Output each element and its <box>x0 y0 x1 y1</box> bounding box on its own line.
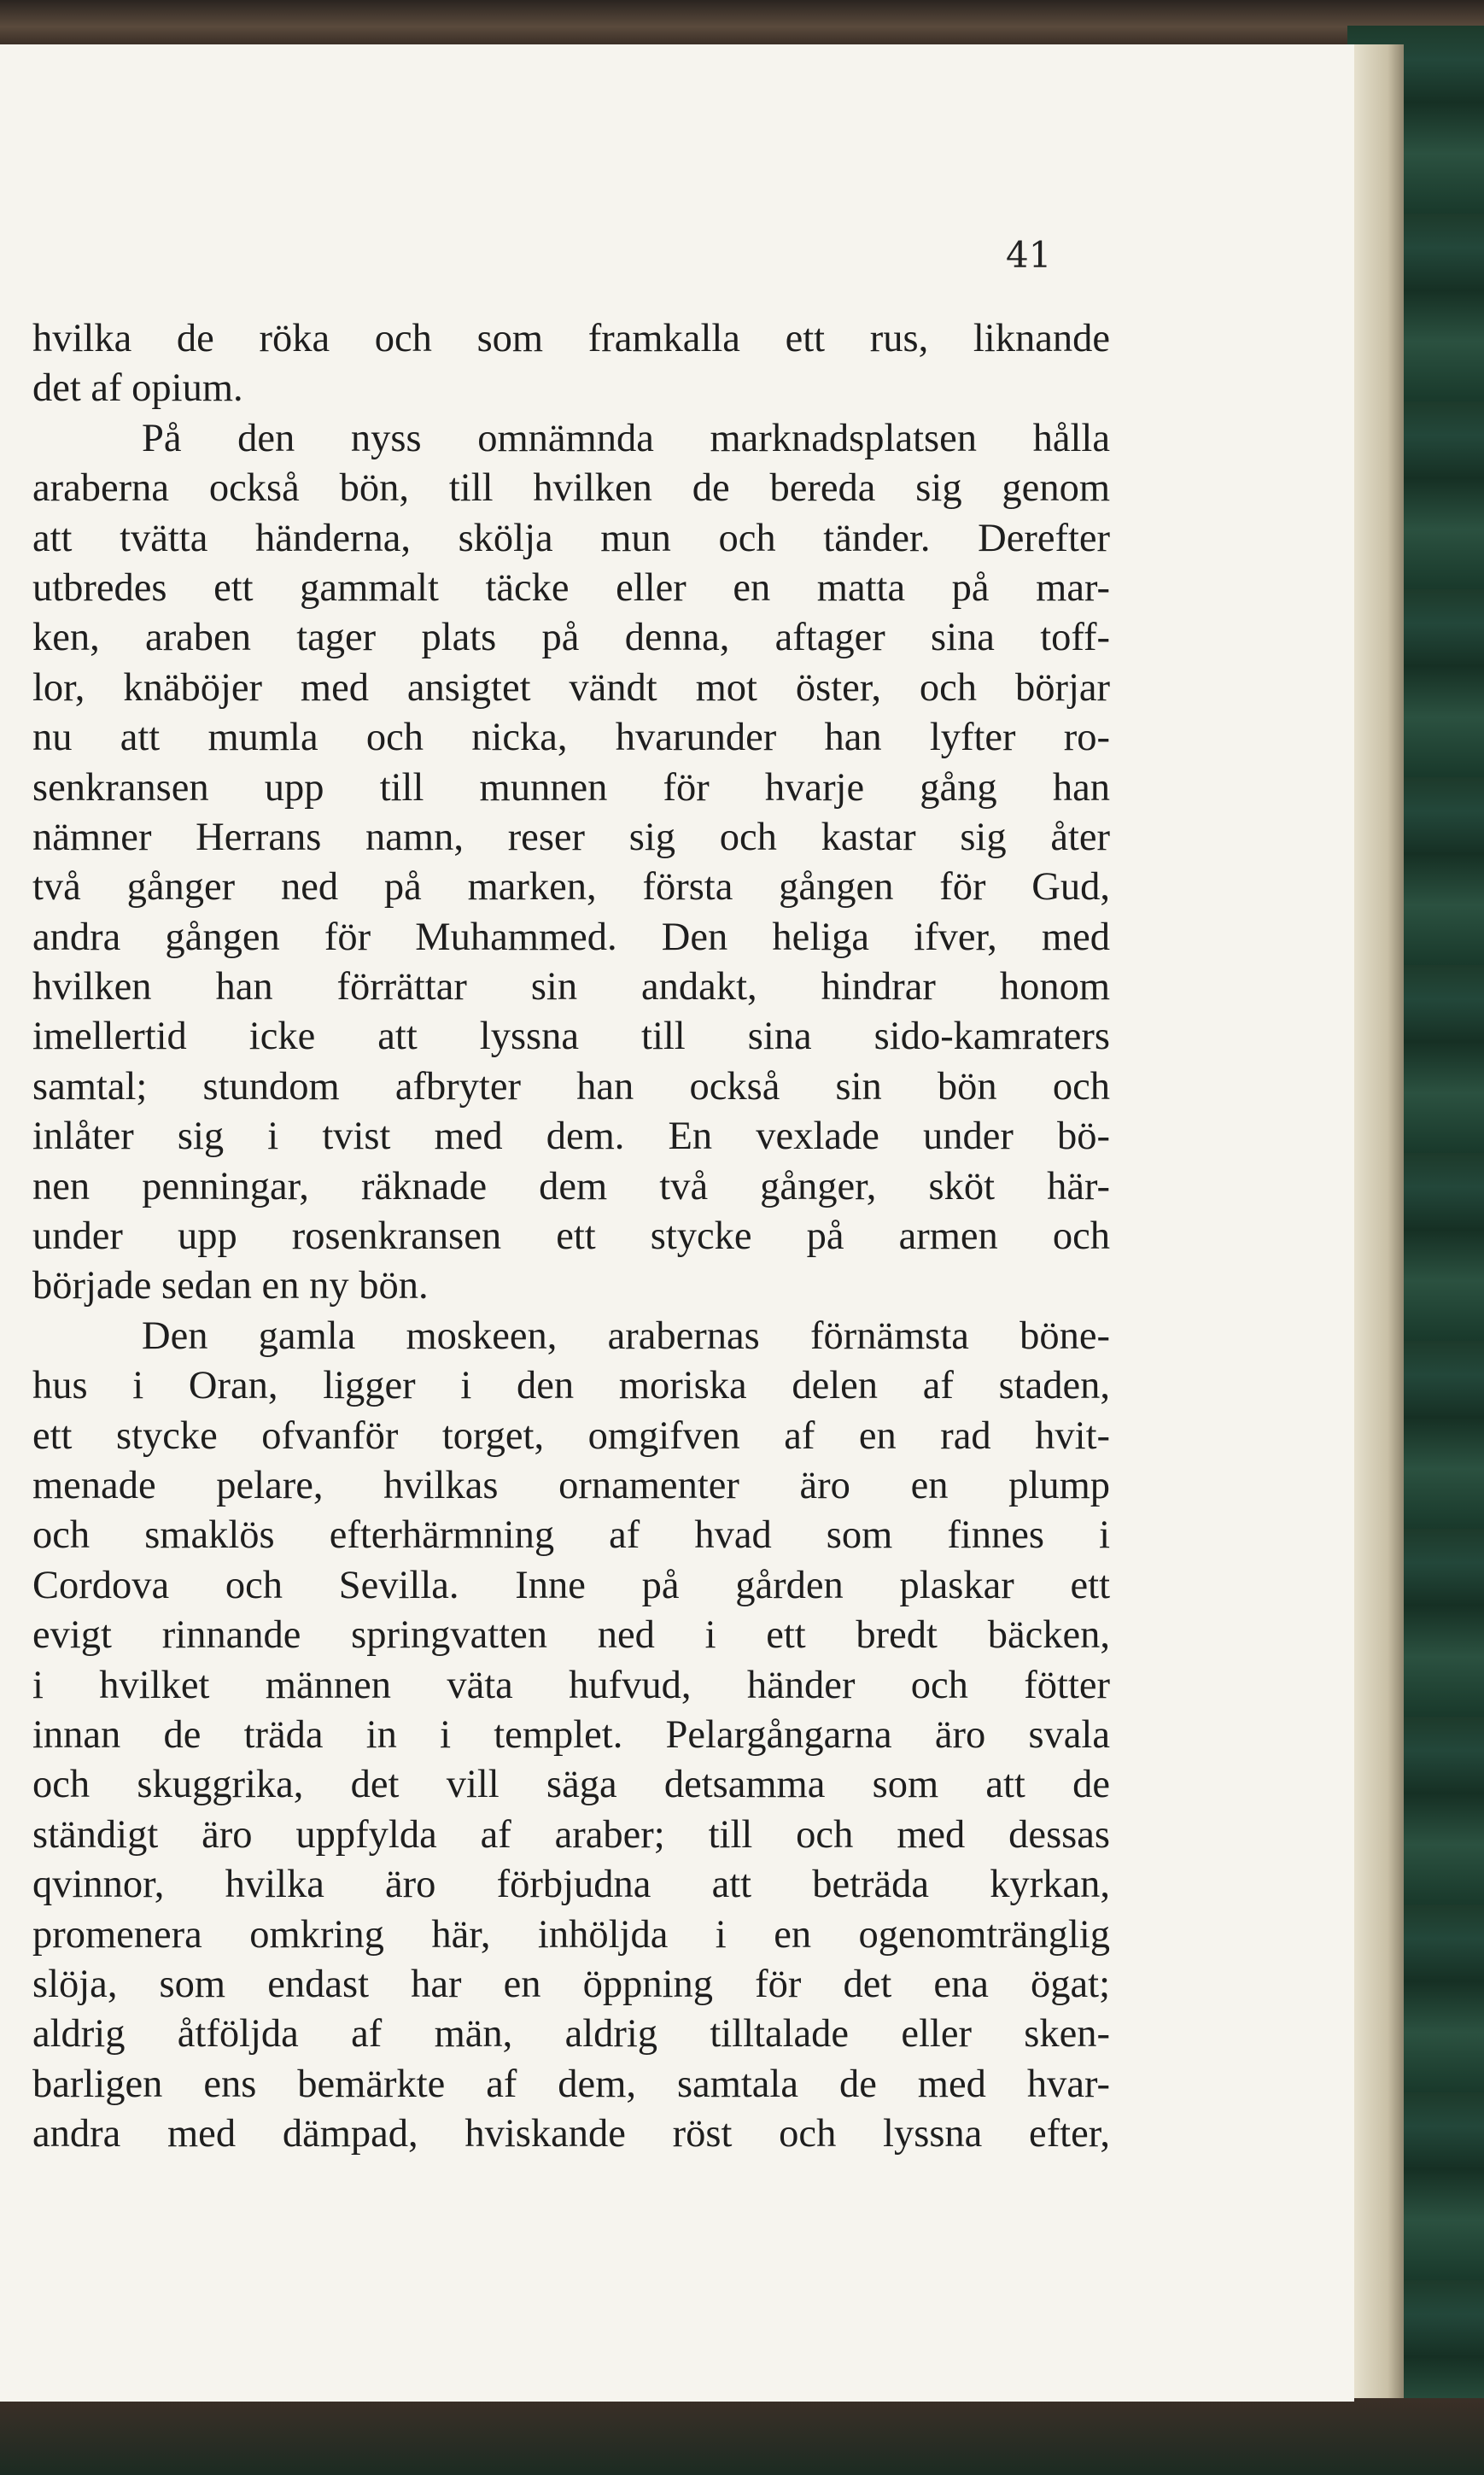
text-line: andra gången för Muhammed. Den heliga ifver, med <box>32 915 1110 959</box>
text-line: qvinnor, hvilka äro förbjudna att beträda kyrkan, <box>32 1863 1110 1907</box>
text-line: barligen ens bemärkte af dem, samtala de med hvar- <box>32 2062 1110 2106</box>
text-line: ken, araben tager plats på denna, aftager sina toff- <box>32 616 1110 660</box>
text-line: innan de träda in i templet. Pelargångarna äro svala <box>32 1712 1110 1757</box>
text-line: hvilka de röka och som framkalla ett rus, liknande <box>32 317 1110 360</box>
text-line: promenera omkring här, inhöljda i en ogenomtränglig <box>32 1912 1110 1957</box>
text-line: araberna också bön, till hvilken de bereda sig genom <box>32 466 1110 511</box>
text-line: två gånger ned på marken, första gången för Gud, <box>32 865 1110 910</box>
text-line: och skuggrika, det vill säga detsamma som att de <box>32 1763 1110 1807</box>
text-line: slöja, som endast har en öppning för det ena ögat; <box>32 1962 1110 2006</box>
text-line: utbredes ett gammalt täcke eller en matta på mar- <box>32 565 1110 610</box>
text-line: andra med dämpad, hviskande röst och lyssna efter, <box>32 2112 1110 2156</box>
text-line: började sedan en ny bön. <box>32 1264 429 1308</box>
text-line: det af opium. <box>32 366 243 411</box>
body-text <box>32 314 1110 2159</box>
page-number: 41 <box>1006 234 1052 276</box>
text-line: i hvilket männen väta hufvud, händer och fötter <box>32 1663 1110 1707</box>
text-line: lor, knäböjer med ansigtet vändt mot öster, och börjar <box>32 665 1110 710</box>
text-line: ett stycke ofvanför torget, omgifven af en rad hvit- <box>32 1413 1110 1458</box>
text-line: ständigt äro uppfylda af araber; till och med dessas <box>32 1812 1110 1857</box>
text-line: och smaklös efterhärmning af hvad som finnes i <box>32 1513 1110 1558</box>
text-line: nen penningar, räknade dem två gånger, sköt här- <box>32 1164 1110 1208</box>
page-edges <box>1351 44 1404 2402</box>
text-line: inlåter sig i tvist med dem. En vexlade under bö- <box>32 1115 1110 1159</box>
text-line: Cordova och Sevilla. Inne på gården plaskar ett <box>32 1563 1110 1607</box>
text-line: aldrig åtföljda af män, aldrig tilltalade eller sken- <box>32 2012 1110 2057</box>
book-top-edge <box>0 0 1484 44</box>
text-line: imellertid icke att lyssna till sina sido-kamraters <box>32 1015 1110 1059</box>
text-line: nämner Herrans namn, reser sig och kastar sig åter <box>32 815 1110 859</box>
text-line: att tvätta händerna, skölja mun och tänder. Derefter <box>32 516 1110 560</box>
text-line: under upp rosenkransen ett stycke på armen och <box>32 1214 1110 1259</box>
text-line: samtal; stundom afbryter han också sin bön och <box>32 1064 1110 1109</box>
text-line: evigt rinnande springvatten ned i ett bredt bäcken, <box>32 1613 1110 1658</box>
text-line: senkransen upp till munnen för hvarje gång han <box>32 765 1110 810</box>
text-line: menade pelare, hvilkas ornamenter äro en plump <box>32 1463 1110 1507</box>
text-line: nu att mumla och nicka, hvarunder han lyfter ro- <box>32 716 1110 760</box>
text-line: hvilken han förrättar sin andakt, hindrar honom <box>32 965 1110 1009</box>
text-line: På den nyss omnämnda marknadsplatsen hålla <box>142 416 1110 460</box>
book-bottom-edge <box>0 2398 1484 2475</box>
text-line: hus i Oran, ligger i den moriska delen af staden, <box>32 1364 1110 1408</box>
text-line: Den gamla moskeen, arabernas förnämsta böne- <box>142 1314 1110 1358</box>
